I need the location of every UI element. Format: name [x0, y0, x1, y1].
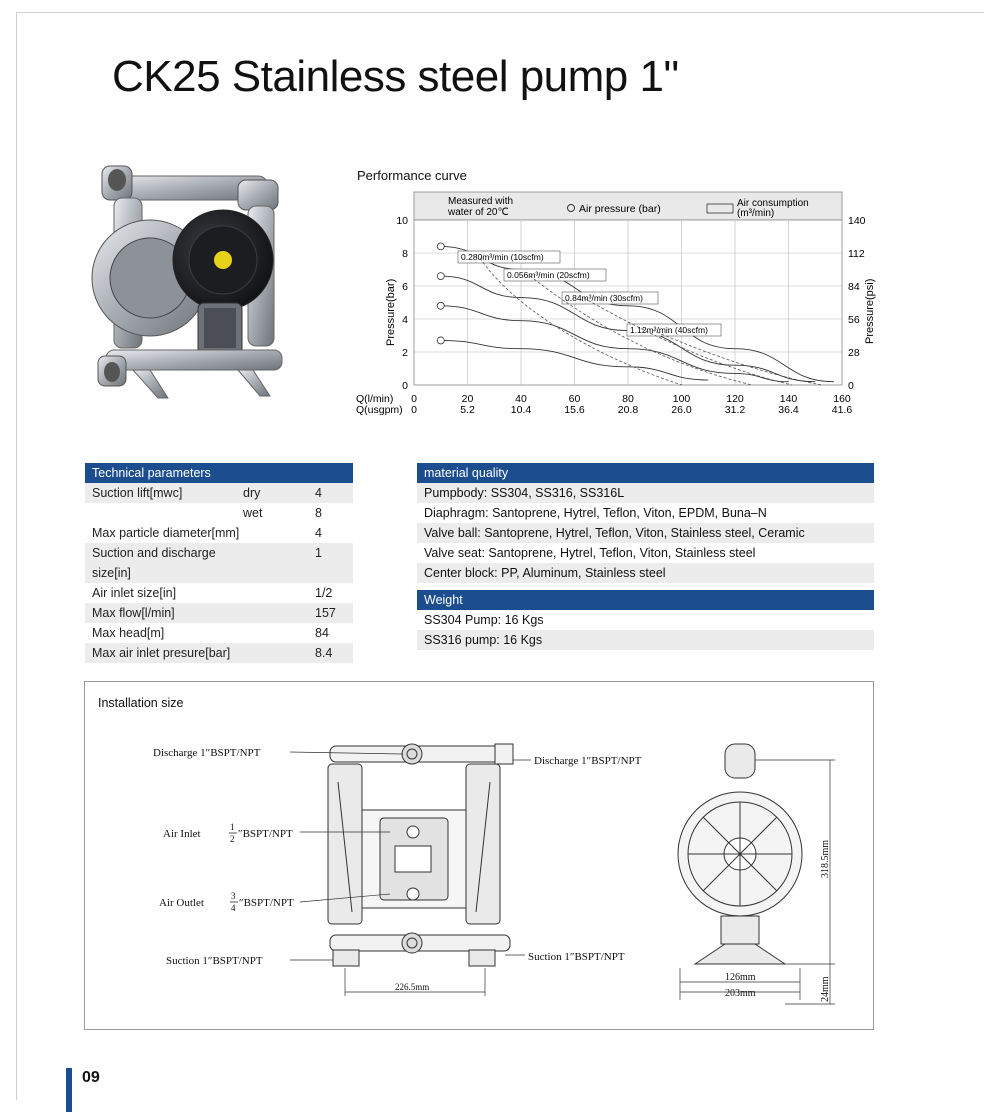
- label-discharge-left: Discharge 1″BSPT/NPT: [153, 747, 261, 759]
- param-suction-size-value: 1: [315, 546, 322, 560]
- param-air-inlet-label: Air inlet size[in]: [92, 586, 177, 600]
- param-max-head-label: Max head[m]: [92, 626, 165, 640]
- page-title: CK25 Stainless steel pump 1": [112, 52, 679, 101]
- material-row: Valve ball: Santoprene, Hytrel, Teflon, Viton, Stainless steel, Ceramic: [417, 523, 874, 543]
- series-start-point: [437, 302, 444, 309]
- annotation-40scfm: 1.12m³/min (40scfm): [630, 325, 708, 335]
- param-suction-size: [85, 543, 353, 583]
- material-row: Valve seat: Santoprene, Hytrel, Teflon, Viton, Stainless steel: [424, 546, 756, 560]
- right-tick-label: 0: [848, 380, 854, 392]
- x-tick-label-usgpm: 26.0: [671, 404, 692, 416]
- legend-air-consumption-line1: Air consumption: [737, 198, 809, 209]
- performance-chart: [352, 186, 876, 426]
- left-tick-label: 6: [402, 281, 408, 293]
- left-tick-label: 4: [402, 314, 408, 326]
- param-max-air-value: 8.4: [315, 646, 333, 660]
- dimension-width: 226.5mm: [395, 982, 430, 992]
- param-dry-value: 4: [315, 486, 322, 500]
- param-max-air-label: Max air inlet presure[bar]: [92, 646, 231, 660]
- label-air-outlet-numerator: 3: [231, 891, 236, 901]
- param-max-flow-label: Max flow[l/min]: [92, 606, 175, 620]
- x-tick-label-lmin: 20: [461, 393, 474, 405]
- material-row: Center block: PP, Aluminum, Stainless steel: [417, 563, 874, 583]
- dimension-base: 24mm: [820, 976, 831, 1002]
- param-air-inlet: [85, 583, 353, 603]
- x-tick-label-lmin: 120: [726, 393, 744, 405]
- right-tick-label: 140: [848, 215, 866, 227]
- label-air-inlet-prefix: Air Inlet: [163, 828, 201, 840]
- label-air-outlet-suffix: ″BSPT/NPT: [239, 897, 294, 909]
- label-air-outlet-denominator: 4: [231, 903, 236, 913]
- right-tick-label: 84: [848, 281, 860, 293]
- performance-title: Performance curve: [357, 168, 467, 183]
- series-start-point: [437, 337, 444, 344]
- x-tick-label-usgpm: 15.6: [564, 404, 585, 416]
- x-tick-label-lmin: 100: [672, 393, 691, 405]
- label-suction-left: Suction 1″BSPT/NPT: [166, 955, 263, 967]
- technical-parameters-panel: [85, 463, 353, 663]
- param-wet-value: 8: [315, 506, 322, 520]
- param-suction-lift-dry: [85, 483, 353, 503]
- pump-photo: [88, 158, 298, 408]
- left-tick-label: 0: [402, 380, 408, 392]
- label-discharge-right: Discharge 1″BSPT/NPT: [534, 755, 642, 767]
- dimension-126: 126mm: [725, 972, 756, 983]
- material-row: Pumpbody: SS304, SS316, SS316L: [417, 483, 874, 503]
- material-row: Diaphragm: Santoprene, Hytrel, Teflon, Viton, EPDM, Buna–N: [424, 506, 767, 520]
- param-air-inlet-value: 1/2: [315, 586, 333, 600]
- param-max-flow-value: 157: [315, 606, 336, 620]
- material-quality-panel: [417, 463, 874, 583]
- right-tick-label: 28: [848, 347, 860, 359]
- right-tick-label: 56: [848, 314, 860, 326]
- param-suction-lift-label: Suction lift[mwc]: [92, 486, 183, 500]
- legend-air-pressure: Air pressure (bar): [579, 203, 661, 215]
- x-tick-label-usgpm: 5.2: [460, 404, 475, 416]
- label-air-inlet-denominator: 2: [230, 834, 235, 844]
- annotation-30scfm: 0.84m³/min (30scfm): [565, 293, 643, 303]
- param-max-air: [85, 643, 353, 663]
- weight-row: SS316 pump: 16 Kgs: [417, 630, 874, 650]
- page-number: 09: [82, 1069, 100, 1086]
- x-tick-label-usgpm: 10.4: [510, 404, 532, 416]
- label-air-inlet-numerator: 1: [230, 822, 235, 832]
- x-tick-label-lmin: 140: [779, 393, 798, 405]
- param-max-head-value: 84: [315, 626, 329, 640]
- technical-parameters-header: Technical parameters: [85, 463, 353, 483]
- param-max-particle: [85, 523, 353, 543]
- weight-header: Weight: [417, 590, 874, 610]
- legend-measured-line1: Measured with: [448, 196, 514, 207]
- x-tick-label-usgpm: 36.4: [778, 404, 799, 416]
- param-dry-label: dry: [243, 486, 261, 500]
- label-air-outlet-prefix: Air Outlet: [159, 897, 204, 909]
- param-max-particle-value: 4: [315, 526, 322, 540]
- x-tick-label-usgpm: 41.6: [831, 404, 853, 416]
- installation-drawing: [85, 682, 875, 1031]
- x-tick-label-usgpm: 20.8: [617, 404, 639, 416]
- left-tick-label: 2: [402, 347, 408, 359]
- q-usgpm-label: Q(usgpm): [356, 404, 403, 416]
- dimension-203: 203mm: [725, 988, 756, 999]
- weight-panel: [417, 590, 874, 650]
- right-tick-label: 112: [848, 248, 865, 260]
- x-tick-label-lmin: 60: [568, 393, 581, 405]
- x-tick-label-lmin: 160: [833, 393, 851, 405]
- installation-size-panel: [84, 681, 874, 1030]
- dimension-height: 318.5mm: [820, 839, 831, 878]
- param-suction-lift-wet: [85, 503, 353, 523]
- x-tick-label-lmin: 40: [515, 393, 527, 405]
- material-quality-header: material quality: [417, 463, 874, 483]
- param-suction-size-label1: Suction and discharge: [92, 546, 216, 560]
- left-axis-label: Pressure(bar): [385, 278, 397, 346]
- param-max-particle-label: Max particle diameter[mm]: [92, 526, 240, 540]
- legend-air-consumption-line2: (m³/min): [737, 208, 775, 219]
- page-number-bar: [66, 1068, 72, 1112]
- installation-size-title: Installation size: [98, 696, 184, 710]
- q-lmin-label: Q(l/min): [356, 393, 394, 405]
- weight-row: SS304 Pump: 16 Kgs: [424, 613, 544, 627]
- param-max-head: [85, 623, 353, 643]
- param-wet-label: wet: [243, 506, 263, 520]
- right-axis-label: Pressure(psi): [864, 278, 876, 344]
- label-suction-right: Suction 1″BSPT/NPT: [528, 951, 625, 963]
- param-max-flow: [85, 603, 353, 623]
- param-suction-size-label2: size[in]: [92, 566, 131, 580]
- annotation-20scfm: 0.056m³/min (20scfm): [507, 270, 590, 280]
- left-tick-label: 8: [402, 248, 408, 260]
- series-start-point: [437, 243, 444, 250]
- series-start-point: [437, 273, 444, 280]
- annotation-10scfm: 0.280m³/min (10scfm): [461, 252, 544, 262]
- x-tick-label-usgpm: 0: [411, 404, 417, 416]
- left-tick-label: 10: [396, 215, 408, 227]
- x-tick-label-lmin: 80: [622, 393, 634, 405]
- x-tick-label-usgpm: 31.2: [724, 404, 746, 416]
- label-air-inlet-suffix: ″BSPT/NPT: [238, 828, 293, 840]
- x-tick-label-lmin: 0: [411, 393, 417, 405]
- legend-measured-line2: water of 20℃: [448, 207, 509, 218]
